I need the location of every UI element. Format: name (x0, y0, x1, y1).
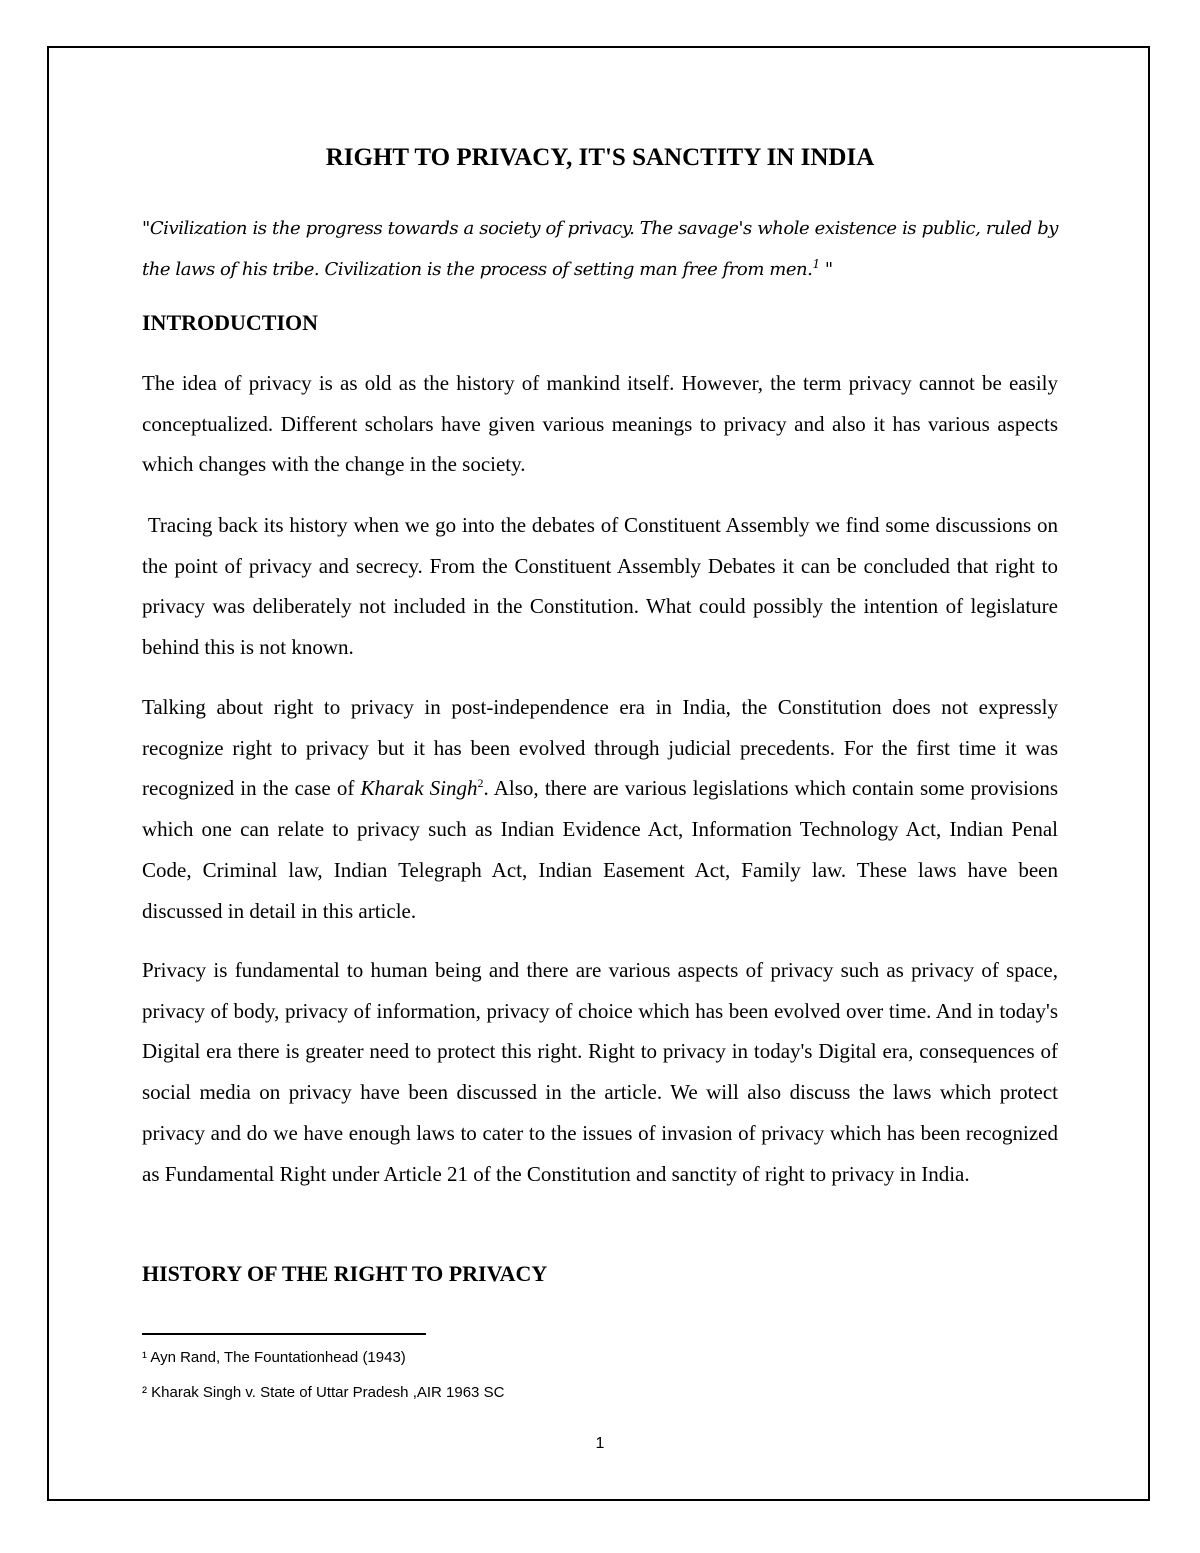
quote-close-mark: " (819, 259, 833, 280)
footnote-1-text: Ayn Rand, The Fountationhead (1943) (147, 1349, 406, 1366)
document-title: RIGHT TO PRIVACY, IT'S SANCTITY IN INDIA (325, 144, 875, 171)
page-number: 1 (595, 1435, 605, 1452)
case-name-kharak-singh: Kharak Singh (360, 776, 478, 801)
footnote-1 (142, 1348, 406, 1368)
quote-open-mark: " (142, 218, 150, 239)
quote-text: Civilization is the progress towards a society of privacy. The savage's whole existence is public, ruled by the laws of his tribe. Civilization is the process of setting man free from men. (142, 218, 1058, 280)
paragraph-constituent-assembly: Tracing back its history when we go into the debates of Constituent Assembly we find some discussions on the point of privacy and secrecy. From the Constituent Assembly Debates it can be concluded that right to privacy was deliberately not included in the Constitution. What could possibly the intention of legislature behind this is not known. (142, 513, 1064, 660)
case-footnote-ref[interactable]: 2 (477, 776, 484, 791)
footnote-2-text: Kharak Singh v. State of Uttar Pradesh ,AIR 1963 SC (147, 1384, 505, 1401)
paragraph-aspects-of-privacy: Privacy is fundamental to human being and there are various aspects of privacy such as privacy of space, privacy of body, privacy of information, privacy of choice which has been evolved over time. And in today's Digital era there is greater need to protect this right. Right to privacy in today's Digital era, consequences of social media on privacy have been discussed in the article. We will also discuss the laws which protect privacy and do we have enough laws to cater to the issues of invasion of privacy which has been recognized as Fundamental Right under Article 21 of the Constitution and sanctity of right to privacy in India. (142, 958, 1058, 1186)
introduction-heading: INTRODUCTION (142, 310, 319, 335)
paragraph3-text-before: Talking about right to privacy in post-independence era in India, the Constitution does not expressly recognize right to privacy but it has been evolved through judicial precedents. For the first time it was recognized in the case of (142, 695, 1058, 801)
quote-footnote-ref[interactable]: 1 (812, 257, 820, 271)
paragraph-post-independence (142, 687, 1058, 931)
epigraph-quote (142, 208, 1058, 290)
footnote-2 (142, 1383, 504, 1403)
footnote-1-marker: ¹ (142, 1349, 147, 1366)
footnote-2-marker: ² (142, 1384, 147, 1401)
history-heading: HISTORY OF THE RIGHT TO PRIVACY (142, 1261, 548, 1286)
paragraph3-text-after: . Also, there are various legislations which contain some provisions which one can relate to privacy such as Indian Evidence Act, Information Technology Act, Indian Penal Code, Criminal law, Indian Telegraph Act, Indian Easement Act, Family law. These laws have been discussed in detail in this article. (142, 776, 1058, 923)
paragraph-idea-of-privacy: The idea of privacy is as old as the history of mankind itself. However, the term privacy cannot be easily conceptualized. Different scholars have given various meanings to privacy and also it has various aspects which changes with the change in the society. (142, 371, 1058, 477)
footnote-separator (142, 1333, 426, 1335)
